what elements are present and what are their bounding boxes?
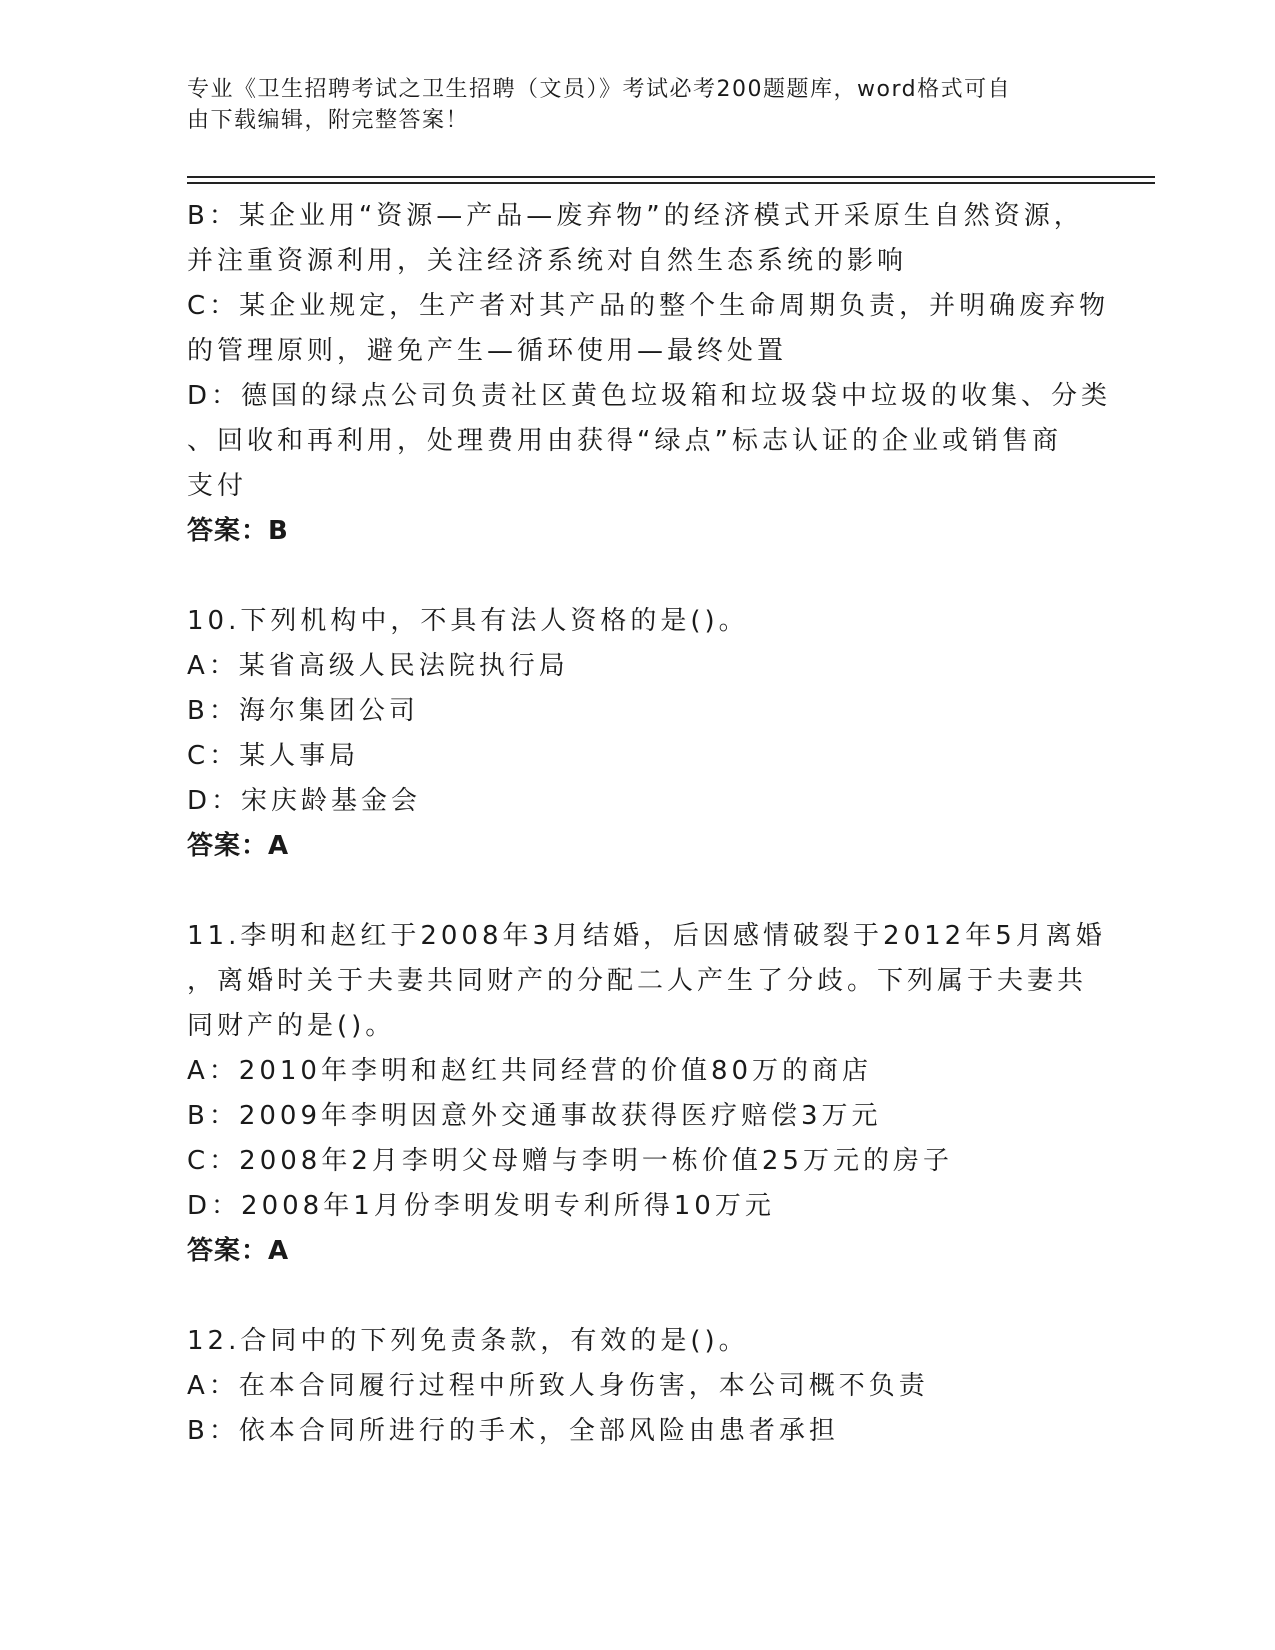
question-11-block (187, 914, 1106, 1274)
q9-option-b-line-1: B：某企业用“资源—产品—废弃物”的经济模式开采原生自然资源， (187, 201, 1084, 231)
q11-option-a: A：2010年李明和赵红共同经营的价值80万的商店 (187, 1056, 873, 1086)
q11-stem-line-1: 11.李明和赵红于2008年3月结婚，后因感情破裂于2012年5月离婚 (187, 921, 1106, 951)
q10-stem: 10.下列机构中，不具有法人资格的是()。 (187, 606, 749, 636)
q10-option-c: C：某人事局 (187, 741, 360, 771)
q12-stem: 12.合同中的下列免责条款，有效的是()。 (187, 1326, 749, 1356)
q10-answer: 答案：A (187, 831, 290, 861)
question-9-block (187, 194, 1112, 554)
spacer (187, 554, 1087, 599)
question-12-block (187, 1319, 1087, 1454)
question-10-block (187, 599, 1087, 869)
q11-option-c: C：2008年2月李明父母赠与李明一栋价值25万元的房子 (187, 1146, 953, 1176)
q11-option-b: B：2009年李明因意外交通事故获得医疗赔偿3万元 (187, 1101, 882, 1131)
q11-stem-line-2: ，离婚时关于夫妻共同财产的分配二人产生了分歧。下列属于夫妻共 (187, 966, 1088, 996)
header-title-line-2: 由下载编辑，附完整答案！ (187, 108, 470, 133)
q9-option-c-line-2: 的管理原则，避免产生—循环使用—最终处置 (187, 336, 788, 366)
header-divider-bottom (187, 182, 1155, 184)
spacer (187, 1274, 1087, 1319)
document-header (187, 74, 1067, 136)
question-content (187, 194, 1112, 1454)
q10-option-a: A：某省高级人民法院执行局 (187, 651, 569, 681)
q12-option-a: A：在本合同履行过程中所致人身伤害，本公司概不负责 (187, 1371, 929, 1401)
q9-option-d-line-3: 支付 (187, 471, 248, 501)
spacer (187, 869, 1087, 914)
q11-answer: 答案：A (187, 1236, 290, 1266)
q11-option-d: D：2008年1月份李明发明专利所得10万元 (187, 1191, 775, 1221)
q11-stem-line-3: 同财产的是()。 (187, 1011, 396, 1041)
header-title-line-1: 专业《卫生招聘考试之卫生招聘（文员）》考试必考200题题库，word格式可自 (187, 77, 1012, 102)
q10-option-d: D：宋庆龄基金会 (187, 786, 422, 816)
q9-answer: 答案：B (187, 516, 289, 546)
q9-option-d-line-2: 、回收和再利用，处理费用由获得“绿点”标志认证的企业或销售商 (187, 426, 1062, 456)
q9-option-c-line-1: C：某企业规定，生产者对其产品的整个生命周期负责，并明确废弃物 (187, 291, 1110, 321)
q12-option-b: B：依本合同所进行的手术，全部风险由患者承担 (187, 1416, 839, 1446)
q9-option-d-line-1: D：德国的绿点公司负责社区黄色垃圾箱和垃圾袋中垃圾的收集、分类 (187, 381, 1112, 411)
q9-option-b-line-2: 并注重资源利用，关注经济系统对自然生态系统的影响 (187, 246, 908, 276)
q10-option-b: B：海尔集团公司 (187, 696, 419, 726)
header-divider-top (187, 176, 1155, 178)
